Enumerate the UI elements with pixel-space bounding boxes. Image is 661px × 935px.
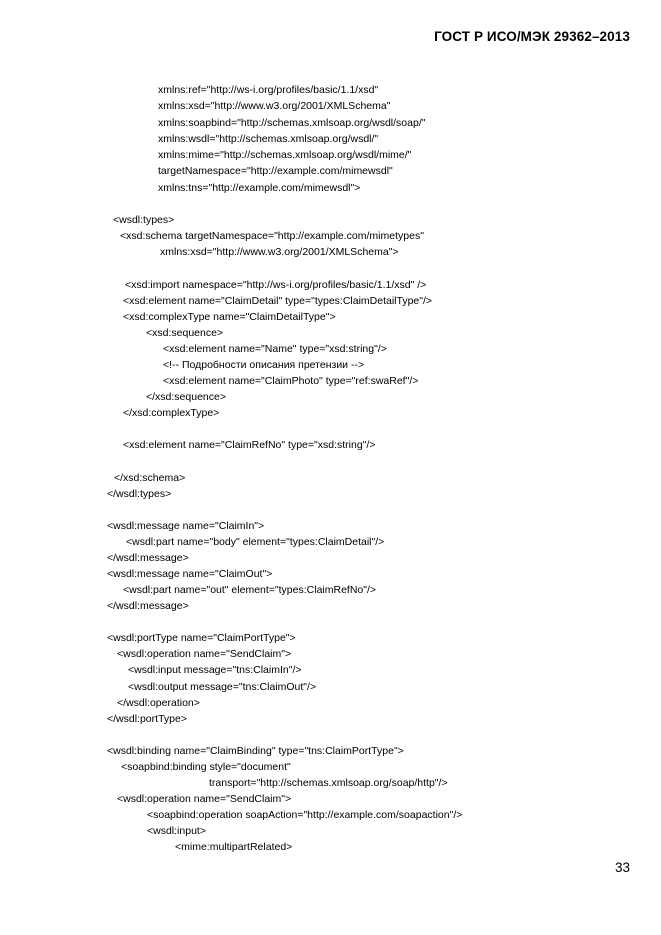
code-line: <soapbind:binding style="document" [121, 761, 291, 773]
code-line: <mime:multipartRelated> [175, 841, 293, 853]
code-line: <soapbind:operation soapAction="http://example.com/soapaction"/> [147, 809, 463, 821]
code-line: </wsdl:message> [107, 552, 189, 564]
code-line: <wsdl:portType name="ClaimPortType"> [107, 632, 296, 644]
code-line: <xsd:complexType name="ClaimDetailType"> [123, 311, 336, 323]
code-line: xmlns:tns="http://example.com/mimewsdl"> [158, 182, 361, 194]
code-line: <wsdl:output message="tns:ClaimOut"/> [128, 681, 317, 693]
code-line: <wsdl:input> [147, 825, 206, 837]
code-line: </wsdl:operation> [117, 697, 200, 709]
code-line: transport="http://schemas.xmlsoap.org/soap/http"/> [209, 777, 448, 789]
code-line: <wsdl:binding name="ClaimBinding" type="tns:ClaimPortType"> [107, 745, 404, 757]
code-line: <!-- Подробности описания претензии --> [163, 359, 365, 371]
code-line: <wsdl:operation name="SendClaim"> [117, 793, 292, 805]
code-line: <xsd:sequence> [146, 327, 224, 339]
code-line: <wsdl:message name="ClaimOut"> [107, 568, 273, 580]
code-line: <xsd:element name="ClaimPhoto" type="ref:swaRef"/> [163, 375, 419, 387]
code-line: </xsd:complexType> [123, 407, 220, 419]
code-line: xmlns:ref="http://ws-i.org/profiles/basic/1.1/xsd" [158, 84, 379, 96]
code-line: <wsdl:message name="ClaimIn"> [107, 520, 265, 532]
code-line: </wsdl:types> [107, 488, 172, 500]
code-line: xmlns:xsd="http://www.w3.org/2001/XMLSchema"> [160, 246, 399, 258]
code-line: </wsdl:portType> [107, 713, 187, 725]
code-line: <xsd:schema targetNamespace="http://example.com/mimetypes" [120, 230, 424, 242]
code-line: <xsd:import namespace="http://ws-i.org/profiles/basic/1.1/xsd" /> [125, 279, 427, 291]
code-line: <wsdl:operation name="SendClaim"> [117, 648, 292, 660]
code-line: <wsdl:types> [113, 214, 175, 226]
code-line: xmlns:mime="http://schemas.xmlsoap.org/wsdl/mime/" [158, 149, 412, 161]
page-number: 33 [614, 860, 630, 875]
code-line: <wsdl:part name="out" element="types:ClaimRefNo"/> [123, 584, 377, 596]
code-line: </xsd:sequence> [146, 391, 226, 403]
code-line: <xsd:element name="Name" type="xsd:string"/> [163, 343, 387, 355]
code-line: <wsdl:input message="tns:ClaimIn"/> [128, 664, 302, 676]
code-line: xmlns:xsd="http://www.w3.org/2001/XMLSchema" [158, 100, 391, 112]
code-line: <wsdl:part name="body" element="types:ClaimDetail"/> [126, 536, 385, 548]
code-line: targetNamespace="http://example.com/mimewsdl" [158, 165, 393, 177]
page-header-standard-id: ГОСТ Р ИСО/МЭК 29362–2013 [434, 29, 630, 44]
code-line: </xsd:schema> [114, 472, 186, 484]
code-line: <xsd:element name="ClaimRefNo" type="xsd:string"/> [123, 439, 376, 451]
code-line: xmlns:wsdl="http://schemas.xmlsoap.org/wsdl/" [158, 133, 379, 145]
code-line: <xsd:element name="ClaimDetail" type="types:ClaimDetailType"/> [123, 295, 433, 307]
code-line: xmlns:soapbind="http://schemas.xmlsoap.org/wsdl/soap/" [158, 117, 426, 129]
code-line: </wsdl:message> [107, 600, 189, 612]
